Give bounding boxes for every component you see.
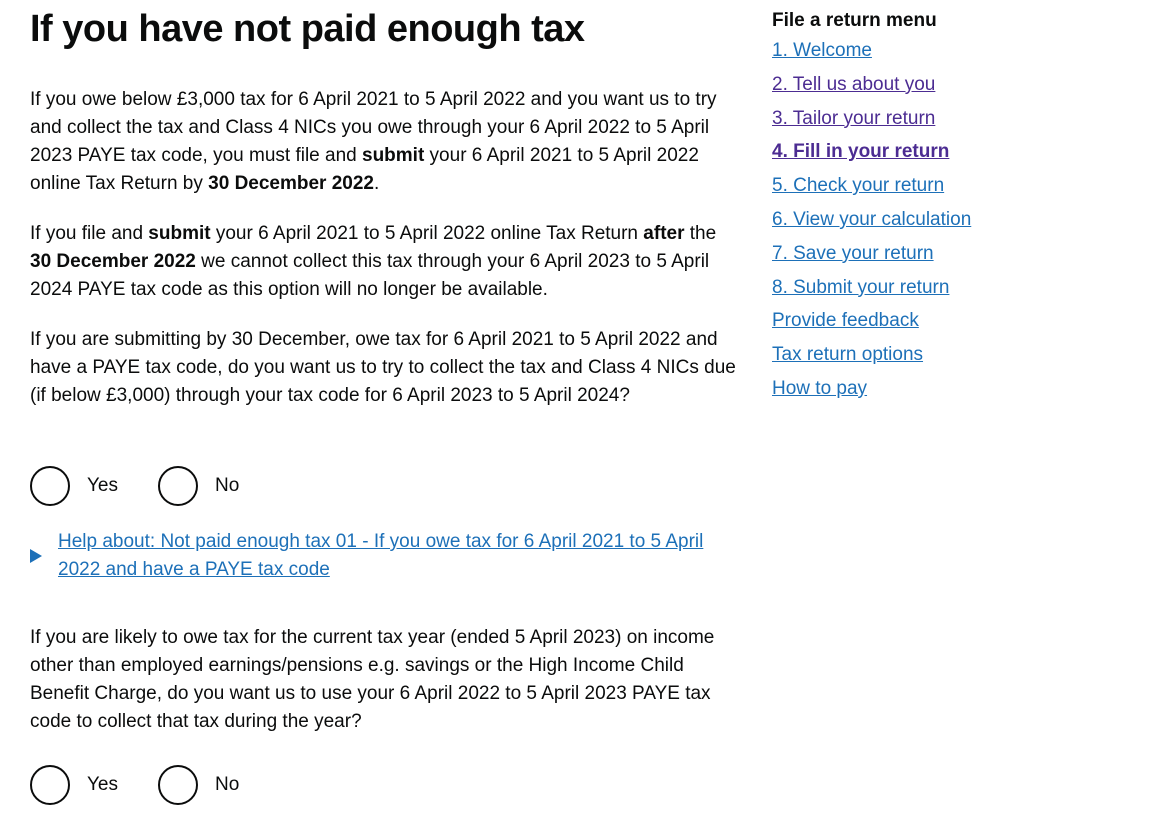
menu-item (772, 372, 1152, 406)
bold-text: submit (362, 145, 425, 166)
menu-item (772, 135, 1152, 169)
menu-item (772, 237, 1152, 271)
radio-circle[interactable] (158, 765, 198, 805)
radio-no-q1[interactable] (158, 466, 239, 506)
paragraph-deadline (30, 86, 742, 198)
menu-link-save-your-return[interactable]: 7. Save your return (772, 242, 934, 264)
menu-link-submit-your-return[interactable]: 8. Submit your return (772, 276, 950, 298)
radio-group-q1 (30, 466, 239, 506)
paragraph-after-deadline (30, 220, 742, 304)
bold-date: 30 December 2022 (30, 251, 196, 272)
menu-link-view-your-calculation[interactable]: 6. View your calculation (772, 208, 972, 230)
file-return-menu (772, 8, 1152, 406)
radio-label[interactable]: No (215, 475, 240, 496)
menu-item (772, 304, 1152, 338)
radio-yes-q2[interactable] (30, 765, 118, 805)
text: your 6 April 2021 to 5 April 2022 online Tax Return (210, 223, 644, 244)
radio-circle[interactable] (30, 765, 70, 805)
bold-text: after (643, 223, 685, 244)
menu-item (772, 203, 1152, 237)
menu-item (772, 169, 1152, 203)
menu-link-check-your-return[interactable]: 5. Check your return (772, 175, 945, 197)
text: If you owe below £3,000 tax for 6 April 2021 to 5 April 2022 and you want us to try and collect the tax and Class 4 NICs you owe through your 6 April 2022 to 5 April 2023 PAYE tax code, you must file and (30, 89, 717, 166)
radio-label[interactable]: No (215, 774, 240, 795)
text: your 6 April 2021 to 5 April 2022 online Tax Return by (30, 145, 699, 194)
radio-circle[interactable] (30, 466, 70, 506)
menu-item (772, 338, 1152, 372)
menu-link-tailor-your-return[interactable]: 3. Tailor your return (772, 107, 936, 129)
menu-heading: File a return menu (772, 10, 937, 31)
radio-yes-q1[interactable] (30, 466, 118, 506)
text: we cannot collect this tax through your 6 April 2023 to 5 April 2024 PAYE tax code as this option will no longer be available. (30, 251, 710, 300)
menu-item (772, 68, 1152, 102)
menu-link-tax-return-options[interactable]: Tax return options (772, 344, 924, 366)
radio-group-q2 (30, 765, 239, 805)
text: the (684, 223, 717, 244)
menu-item (772, 34, 1152, 68)
help-details[interactable] (30, 528, 742, 584)
radio-circle[interactable] (158, 466, 198, 506)
menu-link-provide-feedback[interactable]: Provide feedback (772, 310, 919, 332)
question-current-year-tax: If you are likely to owe tax for the current tax year (ended 5 April 2023) on income other than employed earnings/pensions e.g. savings or the High Income Child Benefit Charge, do you want us to use your 6 April 2022 to 5 April 2023 PAYE tax code to collect that tax during the year? (30, 627, 715, 732)
menu-item (772, 102, 1152, 136)
question-collect-via-tax-code: If you are submitting by 30 December, owe tax for 6 April 2021 to 5 April 2022 and have a PAYE tax code, do you want us to try to collect the tax and Class 4 NICs due (if below £3,000) through your tax code for 6 April 2023 to 5 April 2024? (30, 329, 736, 406)
radio-label[interactable]: Yes (87, 475, 118, 496)
triangle-right-icon[interactable] (30, 549, 42, 563)
menu-item (772, 271, 1152, 305)
menu-link-tell-us-about-you[interactable]: 2. Tell us about you (772, 73, 936, 95)
menu-link-welcome[interactable]: 1. Welcome (772, 40, 872, 61)
bold-text: submit (148, 223, 211, 244)
text: If you file and (30, 223, 149, 244)
page-title: If you have not paid enough tax (30, 8, 585, 50)
bold-date: 30 December 2022 (208, 173, 374, 194)
menu-link-how-to-pay[interactable]: How to pay (772, 377, 868, 399)
help-link[interactable]: Help about: Not paid enough tax 01 - If you owe tax for 6 April 2021 to 5 April 2022 and have a PAYE tax code (58, 531, 704, 580)
radio-label[interactable]: Yes (87, 774, 118, 795)
radio-no-q2[interactable] (158, 765, 239, 805)
text: . (374, 173, 380, 194)
menu-link-fill-in-your-return[interactable]: 4. Fill in your return (772, 141, 950, 163)
menu-list (772, 34, 1152, 406)
